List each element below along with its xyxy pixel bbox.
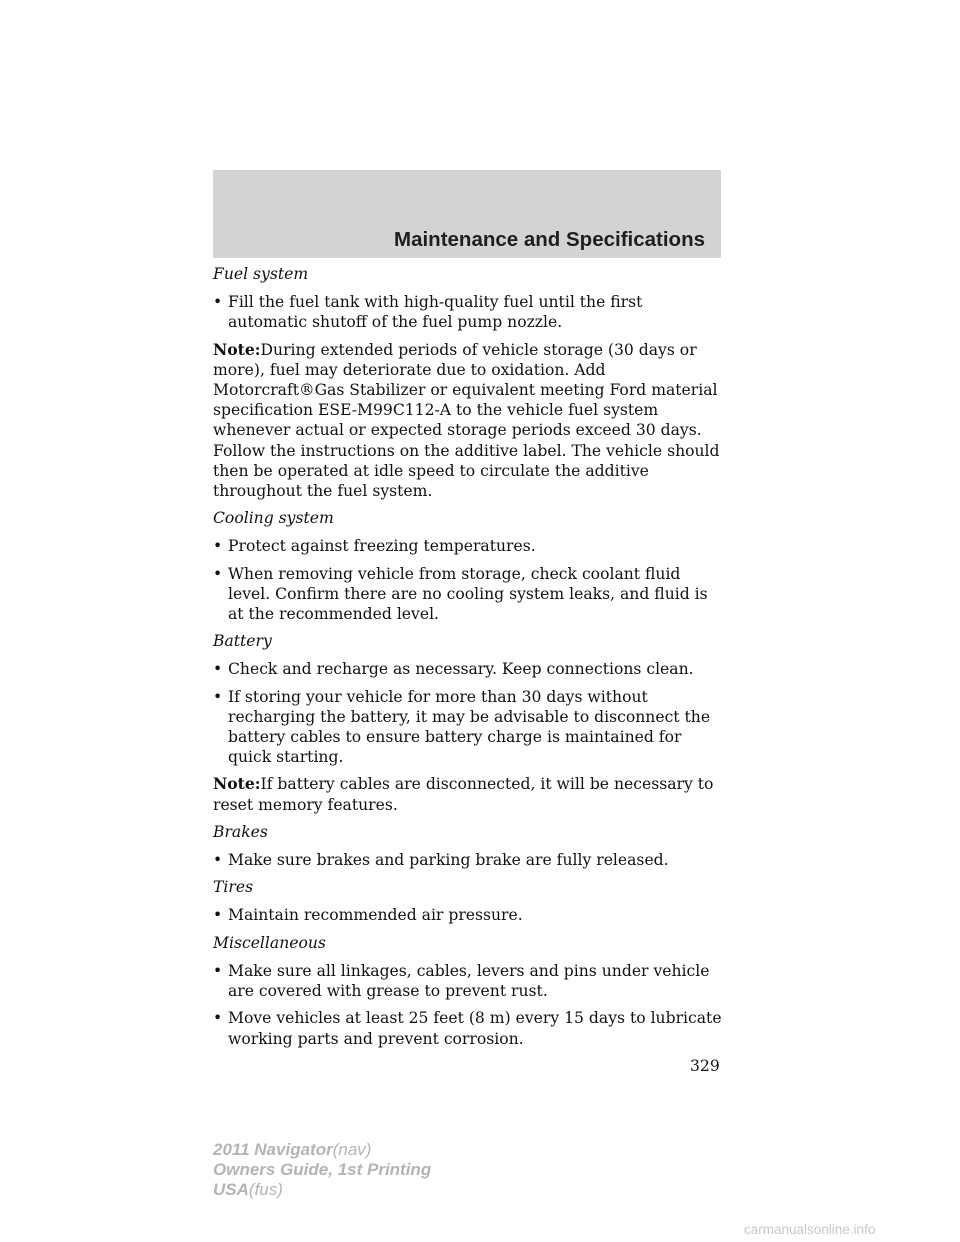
section-heading-battery: Battery <box>213 632 272 651</box>
bullet-icon: • <box>213 851 223 870</box>
note-text: If battery cables are disconnected, it will be necessary to reset memory features. <box>213 775 714 814</box>
note-battery-cables <box>213 774 723 814</box>
footer-model-code: (nav) <box>332 1140 372 1159</box>
footer-model: 2011 Navigator <box>213 1140 333 1159</box>
note-fuel-stabilizer <box>213 340 723 502</box>
bullet-icon: • <box>213 564 223 583</box>
list-item <box>213 536 723 556</box>
list-item <box>213 905 723 925</box>
footer-line-region <box>213 1180 431 1200</box>
list-item-text: Check and recharge as necessary. Keep connections clean. <box>228 660 694 679</box>
list-item <box>213 961 723 1001</box>
page-number: 329 <box>690 1057 720 1075</box>
bullet-icon: • <box>213 537 223 556</box>
section-heading-fuel-system: Fuel system <box>213 265 309 283</box>
list-item-text: If storing your vehicle for more than 30 days without recharging the battery, it may be advisable to disconnect the battery cables to ensure battery charge is maintained for quick starting. <box>228 687 711 767</box>
section-heading-miscellaneous: Miscellaneous <box>213 933 326 952</box>
note-label: Note: <box>213 339 261 359</box>
bullet-icon: • <box>213 687 223 706</box>
list-item-text: When removing vehicle from storage, check coolant fluid level. Confirm there are no cooling system leaks, and fluid is at the recommended level. <box>228 564 708 624</box>
note-text-continued: Gas Stabilizer or equivalent meeting Ford material specification ESE-M99C112-A to the vehicle fuel system whenever actual or expected storage periods exceed 30 days. Follow the instructions on the additive label. The vehicle should then be operated at idle speed to circulate the additive throughout the fuel system. <box>213 381 720 501</box>
note-label: Note: <box>213 774 261 794</box>
bullet-icon: • <box>213 1009 223 1028</box>
list-item <box>213 564 723 625</box>
footer-print-info <box>213 1140 431 1200</box>
section-heading-tires: Tires <box>213 878 254 897</box>
header-band <box>213 170 721 258</box>
bullet-icon: • <box>213 293 223 312</box>
list-item <box>213 850 723 870</box>
list-item-text: Make sure all linkages, cables, levers and pins under vehicle are covered with grease to prevent rust. <box>228 961 710 1001</box>
list-item <box>213 1008 723 1048</box>
registered-trademark-icon: ® <box>299 381 315 400</box>
list-item <box>213 687 723 768</box>
list-item-text: Fill the fuel tank with high-quality fuel until the first automatic shutoff of the fuel pump nozzle. <box>228 293 643 332</box>
section-heading-cooling-system: Cooling system <box>213 509 334 528</box>
list-item-text: Move vehicles at least 25 feet (8 m) every 15 days to lubricate working parts and prevent corrosion. <box>228 1009 722 1048</box>
note-text: During extended periods of vehicle storage (30 days or more), fuel may deteriorate due to oxidation. Add Motorcraft <box>213 340 697 400</box>
watermark: carmanualsonline.info <box>744 1222 876 1237</box>
footer-region: USA <box>213 1180 249 1199</box>
list-item <box>213 292 723 332</box>
footer-line-model <box>213 1140 431 1160</box>
footer-printing: Owners Guide, 1st Printing <box>213 1160 432 1179</box>
bullet-icon: • <box>213 961 223 980</box>
section-heading-brakes: Brakes <box>213 822 268 841</box>
list-item-text: Protect against freezing temperatures. <box>228 537 536 556</box>
list-item <box>213 659 723 679</box>
page-content <box>213 264 723 1056</box>
bullet-icon: • <box>213 906 223 925</box>
footer-region-code: (fus) <box>248 1180 283 1199</box>
page-title: Maintenance and Specifications <box>394 228 705 251</box>
list-item-text: Make sure brakes and parking brake are fully released. <box>228 851 669 870</box>
list-item-text: Maintain recommended air pressure. <box>228 906 523 925</box>
bullet-icon: • <box>213 660 223 679</box>
